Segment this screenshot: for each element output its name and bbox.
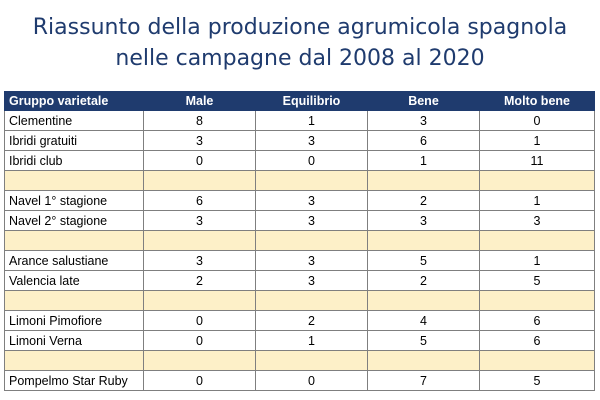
table-row: [5, 191, 595, 211]
spacer-row: [5, 351, 595, 371]
value-cell: 0: [480, 111, 595, 131]
value-cell: [480, 291, 595, 311]
value-cell: 2: [144, 271, 256, 291]
value-cell: 6: [144, 191, 256, 211]
table-row: [5, 251, 595, 271]
value-cell: 0: [144, 331, 256, 351]
header-cell-equilibrio: Equilibrio: [256, 92, 368, 111]
value-cell: 1: [256, 331, 368, 351]
value-cell: [480, 231, 595, 251]
value-cell: 6: [368, 131, 480, 151]
value-cell: 11: [480, 151, 595, 171]
table-row: [5, 271, 595, 291]
variety-cell: Navel 2° stagione: [5, 211, 144, 231]
value-cell: 3: [144, 211, 256, 231]
variety-cell: [5, 351, 144, 371]
value-cell: 1: [480, 251, 595, 271]
value-cell: [368, 291, 480, 311]
value-cell: [256, 351, 368, 371]
variety-cell: [5, 231, 144, 251]
document-title: [0, 12, 600, 74]
value-cell: [480, 171, 595, 191]
value-cell: 2: [256, 311, 368, 331]
production-summary-table: [4, 91, 595, 391]
value-cell: 3: [256, 271, 368, 291]
value-cell: 6: [480, 311, 595, 331]
value-cell: 8: [144, 111, 256, 131]
variety-cell: Navel 1° stagione: [5, 191, 144, 211]
spacer-row: [5, 231, 595, 251]
value-cell: 0: [144, 151, 256, 171]
value-cell: [256, 291, 368, 311]
variety-cell: Limoni Verna: [5, 331, 144, 351]
value-cell: 1: [368, 151, 480, 171]
value-cell: 0: [256, 151, 368, 171]
variety-cell: Ibridi gratuiti: [5, 131, 144, 151]
value-cell: 3: [256, 251, 368, 271]
table-header-row: [5, 92, 595, 111]
title-line-2: nelle campagne dal 2008 al 2020: [115, 46, 485, 71]
variety-cell: Clementine: [5, 111, 144, 131]
value-cell: 6: [480, 331, 595, 351]
header-cell-bene: Bene: [368, 92, 480, 111]
value-cell: 4: [368, 311, 480, 331]
value-cell: 0: [144, 371, 256, 391]
value-cell: [144, 291, 256, 311]
table-row: [5, 111, 595, 131]
value-cell: 3: [144, 251, 256, 271]
table-row: [5, 151, 595, 171]
value-cell: 1: [256, 111, 368, 131]
variety-cell: Ibridi club: [5, 151, 144, 171]
value-cell: 3: [256, 211, 368, 231]
value-cell: 5: [480, 271, 595, 291]
variety-cell: Valencia late: [5, 271, 144, 291]
value-cell: [256, 171, 368, 191]
value-cell: [368, 231, 480, 251]
table-row: [5, 371, 595, 391]
table-row: [5, 331, 595, 351]
value-cell: 5: [368, 331, 480, 351]
value-cell: [480, 351, 595, 371]
value-cell: 3: [480, 211, 595, 231]
variety-cell: [5, 171, 144, 191]
value-cell: [144, 231, 256, 251]
value-cell: 3: [144, 131, 256, 151]
header-cell-male: Male: [144, 92, 256, 111]
value-cell: 3: [368, 111, 480, 131]
header-cell-molto-bene: Molto bene: [480, 92, 595, 111]
table-row: [5, 131, 595, 151]
spacer-row: [5, 291, 595, 311]
variety-cell: Limoni Pimofiore: [5, 311, 144, 331]
table-body: [5, 111, 595, 391]
value-cell: 5: [368, 251, 480, 271]
table-row: [5, 211, 595, 231]
header-cell-variety-group: Gruppo varietale: [5, 92, 144, 111]
value-cell: [144, 171, 256, 191]
value-cell: 5: [480, 371, 595, 391]
value-cell: [256, 231, 368, 251]
value-cell: 2: [368, 271, 480, 291]
value-cell: [368, 171, 480, 191]
value-cell: 7: [368, 371, 480, 391]
value-cell: 3: [256, 131, 368, 151]
value-cell: 0: [256, 371, 368, 391]
value-cell: [368, 351, 480, 371]
variety-cell: [5, 291, 144, 311]
value-cell: 0: [144, 311, 256, 331]
variety-cell: Arance salustiane: [5, 251, 144, 271]
value-cell: 3: [368, 211, 480, 231]
title-line-1: Riassunto della produzione agrumicola spagnola: [32, 15, 568, 40]
value-cell: 3: [256, 191, 368, 211]
spacer-row: [5, 171, 595, 191]
value-cell: 1: [480, 131, 595, 151]
value-cell: [144, 351, 256, 371]
value-cell: 2: [368, 191, 480, 211]
value-cell: 1: [480, 191, 595, 211]
table-row: [5, 311, 595, 331]
variety-cell: Pompelmo Star Ruby: [5, 371, 144, 391]
